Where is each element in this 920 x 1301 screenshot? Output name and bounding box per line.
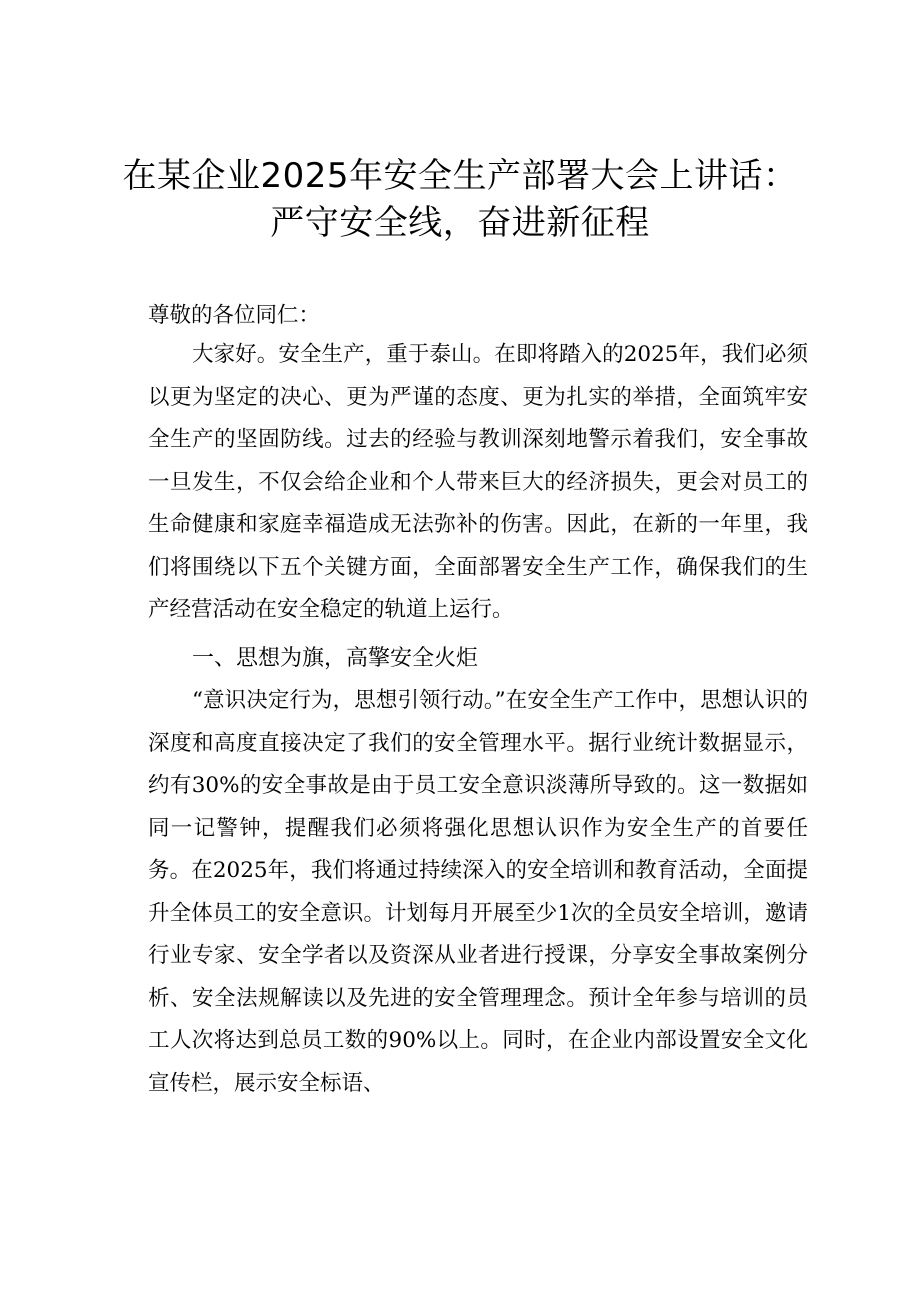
paragraph-intro: 大家好。安全生产，重于泰山。在即将踏入的2025年，我们必须以更为坚定的决心、更为严谨的态度、更为扎实的举措，全面筑牢安全生产的坚固防线。过去的经验与教训深刻地警示着我们，安全事故一旦发生，不仅会给企业和个人带来巨大的经济损失，更会对员工的生命健康和家庭幸福造成无法弥补的伤害。因此，在新的一年里，我们将围绕以下五个关键方面，全面部署安全生产工作，确保我们的生产经营活动在安全稳定的轨道上运行。: [148, 342, 808, 622]
section-heading-1: 一、思想为旗，高擎安全火炬: [192, 646, 479, 671]
paragraph-section-1: “意识决定行为，思想引领行动。”在安全生产工作中，思想认识的深度和高度直接决定了我们的安全管理水平。据行业统计数据显示，约有30%的安全事故是由于员工安全意识淡薄所导致的。这一数据如同一记警钟，提醒我们必须将强化思想认识作为安全生产的首要任务。在2025年，我们将通过持续深入的安全培训和教育活动，全面提升全体员工的安全意识。计划每月开展至少1次的全员安全培训，邀请行业专家、安全学者以及资深从业者进行授课，分享安全事故案例分析、安全法规解读以及先进的安全管理理念。预计全年参与培训的员工人次将达到总员工数的90%以上。同时，在企业内部设置安全文化宣传栏，展示安全标语、: [148, 688, 808, 1096]
document-title: [120, 153, 800, 247]
title-line-2: 严守安全线，奋进新征程: [270, 203, 650, 243]
title-line-1: 在某企业2025年安全生产部署大会上讲话：: [122, 156, 798, 196]
salutation: 尊敬的各位同仁：: [148, 303, 321, 328]
